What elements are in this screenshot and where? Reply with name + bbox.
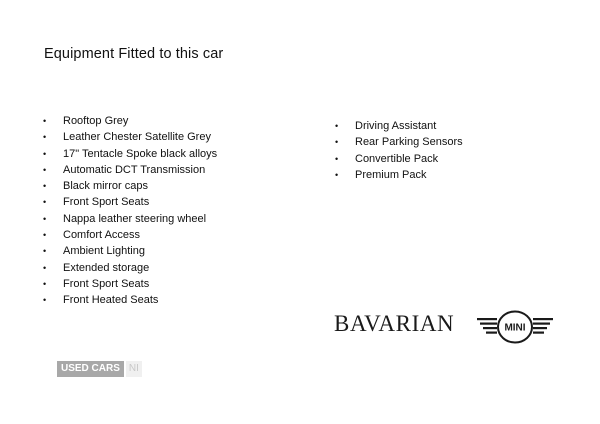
page-title: Equipment Fitted to this car xyxy=(44,46,224,62)
list-item-label: Convertible Pack xyxy=(355,152,439,165)
bullet-icon: • xyxy=(43,230,47,241)
bullet-icon: • xyxy=(43,213,47,224)
list-item xyxy=(43,178,217,194)
list-item xyxy=(43,146,217,162)
list-item-label: 17" Tentacle Spoke black alloys xyxy=(63,147,218,160)
list-item-label: Rear Parking Sensors xyxy=(355,136,463,149)
bullet-icon: • xyxy=(43,116,47,126)
mini-logo-text: MINI xyxy=(504,322,526,334)
list-item xyxy=(335,151,463,167)
list-item-label: Front Heated Seats xyxy=(63,294,159,307)
list-item-label: Nappa leather steering wheel xyxy=(63,212,207,225)
bullet-icon: • xyxy=(43,278,47,289)
list-item-label: Rooftop Grey xyxy=(63,115,129,127)
dealer-name: BAVARIAN xyxy=(334,311,455,336)
list-item xyxy=(335,118,463,134)
used-cars-label: USED CARS xyxy=(57,361,124,377)
bullet-icon: • xyxy=(43,132,47,143)
mini-logo xyxy=(476,309,554,345)
list-item xyxy=(43,194,217,210)
bullet-icon: • xyxy=(43,246,47,257)
list-item xyxy=(43,292,217,308)
list-item-label: Ambient Lighting xyxy=(63,245,145,258)
list-item-label: Leather Chester Satellite Grey xyxy=(63,131,211,144)
list-item-label: Driving Assistant xyxy=(355,120,437,132)
list-item xyxy=(43,211,217,227)
used-cars-badge xyxy=(57,361,142,377)
list-item-label: Comfort Access xyxy=(63,229,141,242)
list-item xyxy=(43,129,217,145)
list-item-label: Front Sport Seats xyxy=(63,196,150,209)
list-item xyxy=(335,134,463,150)
list-item-label: Premium Pack xyxy=(355,168,427,181)
list-item xyxy=(335,167,463,183)
list-item-label: Front Sport Seats xyxy=(63,277,150,290)
list-item-label: Extended storage xyxy=(63,261,150,274)
bullet-icon: • xyxy=(43,262,47,273)
list-item-label: Black mirror caps xyxy=(63,180,148,193)
list-item-label: Automatic DCT Transmission xyxy=(63,163,206,176)
list-item xyxy=(43,276,217,292)
list-item xyxy=(43,162,217,178)
region-label: NI xyxy=(126,361,142,377)
equipment-list-right xyxy=(335,118,463,183)
bullet-icon: • xyxy=(335,153,339,164)
bullet-icon: • xyxy=(335,121,339,131)
bullet-icon: • xyxy=(43,295,47,306)
equipment-list-left xyxy=(43,113,217,309)
bullet-icon: • xyxy=(335,137,339,148)
list-item xyxy=(43,260,217,276)
bullet-icon: • xyxy=(43,197,47,208)
bullet-icon: • xyxy=(43,181,47,192)
list-item xyxy=(43,243,217,259)
bullet-icon: • xyxy=(335,169,339,180)
bullet-icon: • xyxy=(43,148,47,159)
list-item xyxy=(43,227,217,243)
list-item xyxy=(43,113,217,129)
bullet-icon: • xyxy=(43,164,47,175)
